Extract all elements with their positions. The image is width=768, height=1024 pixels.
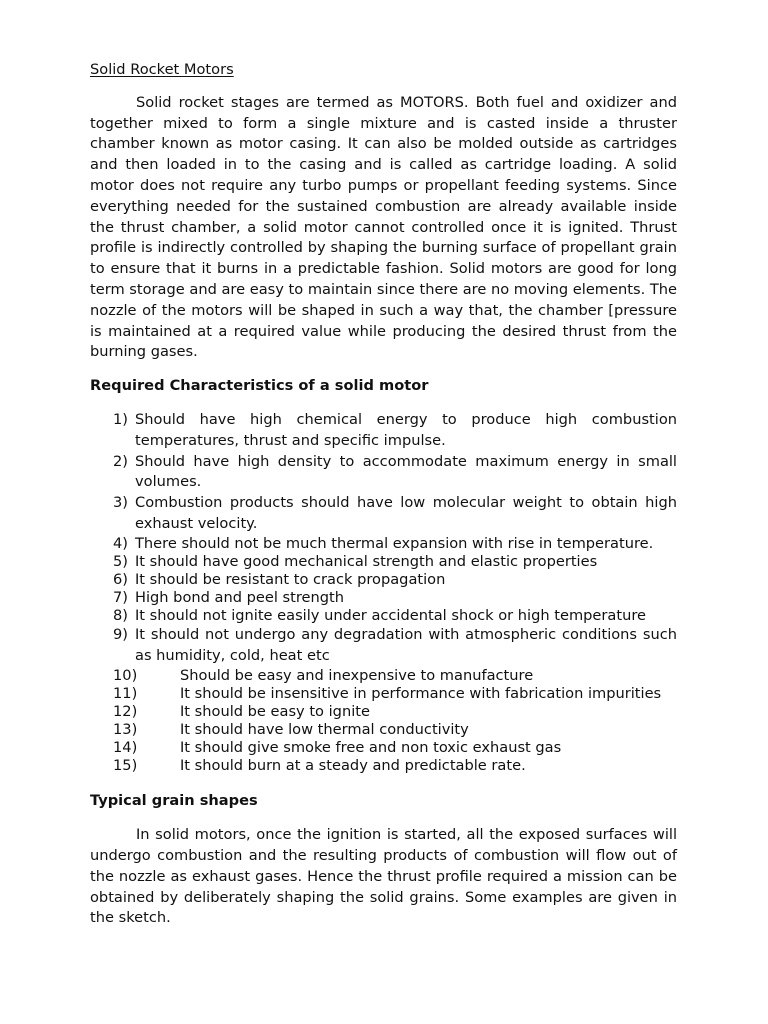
grain-shapes-paragraph: In solid motors, once the ignition is started, all the exposed surfaces will undergo combustion and the resulting products of combustion will flow out of the nozzle as exhaust gases. Hence the thrust profile required a mission can be obtained by deliberately shaping the solid grains. Some examples are given in the sketch. <box>90 826 677 927</box>
list-item-number: 6) <box>113 570 128 588</box>
characteristics-list <box>90 410 677 775</box>
list-item-number: 12) <box>113 702 138 720</box>
list-item <box>90 452 677 494</box>
list-item <box>90 553 677 571</box>
list-item <box>90 721 677 739</box>
list-item-number: 2) <box>113 452 128 470</box>
list-item-number: 3) <box>113 494 128 512</box>
list-item-text: High bond and peel strength <box>135 589 345 607</box>
list-item-text: Should have high chemical energy to produce high combustion temperatures, thrust and specific impulse. <box>135 410 677 449</box>
list-item <box>90 535 677 553</box>
list-item <box>90 703 677 721</box>
list-item <box>90 607 677 625</box>
characteristics-heading: Required Characteristics of a solid motor <box>90 377 429 395</box>
list-item-number: 13) <box>113 721 138 739</box>
list-item <box>90 571 677 589</box>
list-item-text: It should not undergo any degradation with atmospheric conditions such as humidity, cold, heat etc <box>135 626 677 664</box>
document-page <box>90 60 677 929</box>
list-item <box>90 589 677 607</box>
list-item-number: 5) <box>113 552 128 570</box>
list-item-text: There should not be much thermal expansion with rise in temperature. <box>135 534 654 552</box>
list-item-text: It should give smoke free and non toxic exhaust gas <box>180 739 562 757</box>
list-item <box>90 625 677 667</box>
list-item <box>90 739 677 757</box>
list-item-text: Combustion products should have low molecular weight to obtain high exhaust velocity. <box>135 494 677 532</box>
list-item-text: Should have high density to accommodate maximum energy in small volumes. <box>135 452 677 491</box>
list-item-text: Should be easy and inexpensive to manufacture <box>180 666 534 684</box>
list-item-number: 11) <box>113 684 138 702</box>
list-item-text: It should be insensitive in performance with fabrication impurities <box>180 684 662 702</box>
list-item-number: 1) <box>113 410 128 428</box>
list-item <box>90 410 677 452</box>
list-item-text: It should burn at a steady and predictable rate. <box>180 757 526 775</box>
list-item-text: It should not ignite easily under accidental shock or high temperature <box>135 607 646 625</box>
intro-paragraph: Solid rocket stages are termed as MOTORS. Both fuel and oxidizer and together mixed to form a single mixture and is casted inside a thruster chamber known as motor casing. It can also be molded outside as cartridges and then loaded in to the casing and is called as cartridge loading. A solid motor does not require any turbo pumps or propellant feeding systems. Since everything needed for the sustained combustion are already available inside the thrust chamber, a solid motor cannot controlled once it is ignited. Thrust profile is indirectly controlled by shaping the burning surface of propellant grain to ensure that it burns in a predictable fashion. Solid motors are good for long term storage and are easy to maintain since there are no moving elements. The nozzle of the motors will be shaped in such a way that, the chamber [pressure is maintained at a required value while producing the desired thrust from the burning gases. <box>90 93 677 361</box>
document-title: Solid Rocket Motors <box>90 61 234 78</box>
list-item-number: 15) <box>113 757 138 775</box>
list-item <box>90 667 677 685</box>
list-item <box>90 685 677 703</box>
list-item-number: 9) <box>113 626 128 644</box>
list-item-text: It should be easy to ignite <box>180 702 370 720</box>
grain-shapes-heading: Typical grain shapes <box>90 792 258 810</box>
list-item-text: It should have low thermal conductivity <box>180 721 469 739</box>
list-item-text: It should have good mechanical strength and elastic properties <box>135 552 598 570</box>
list-item-number: 8) <box>113 607 128 625</box>
list-item-number: 7) <box>113 589 128 607</box>
list-item-number: 10) <box>113 666 138 684</box>
list-item <box>90 757 677 775</box>
list-item-text: It should be resistant to crack propagation <box>135 570 446 588</box>
list-item-number: 14) <box>113 739 138 757</box>
list-item <box>90 493 677 535</box>
list-item-number: 4) <box>113 534 128 552</box>
